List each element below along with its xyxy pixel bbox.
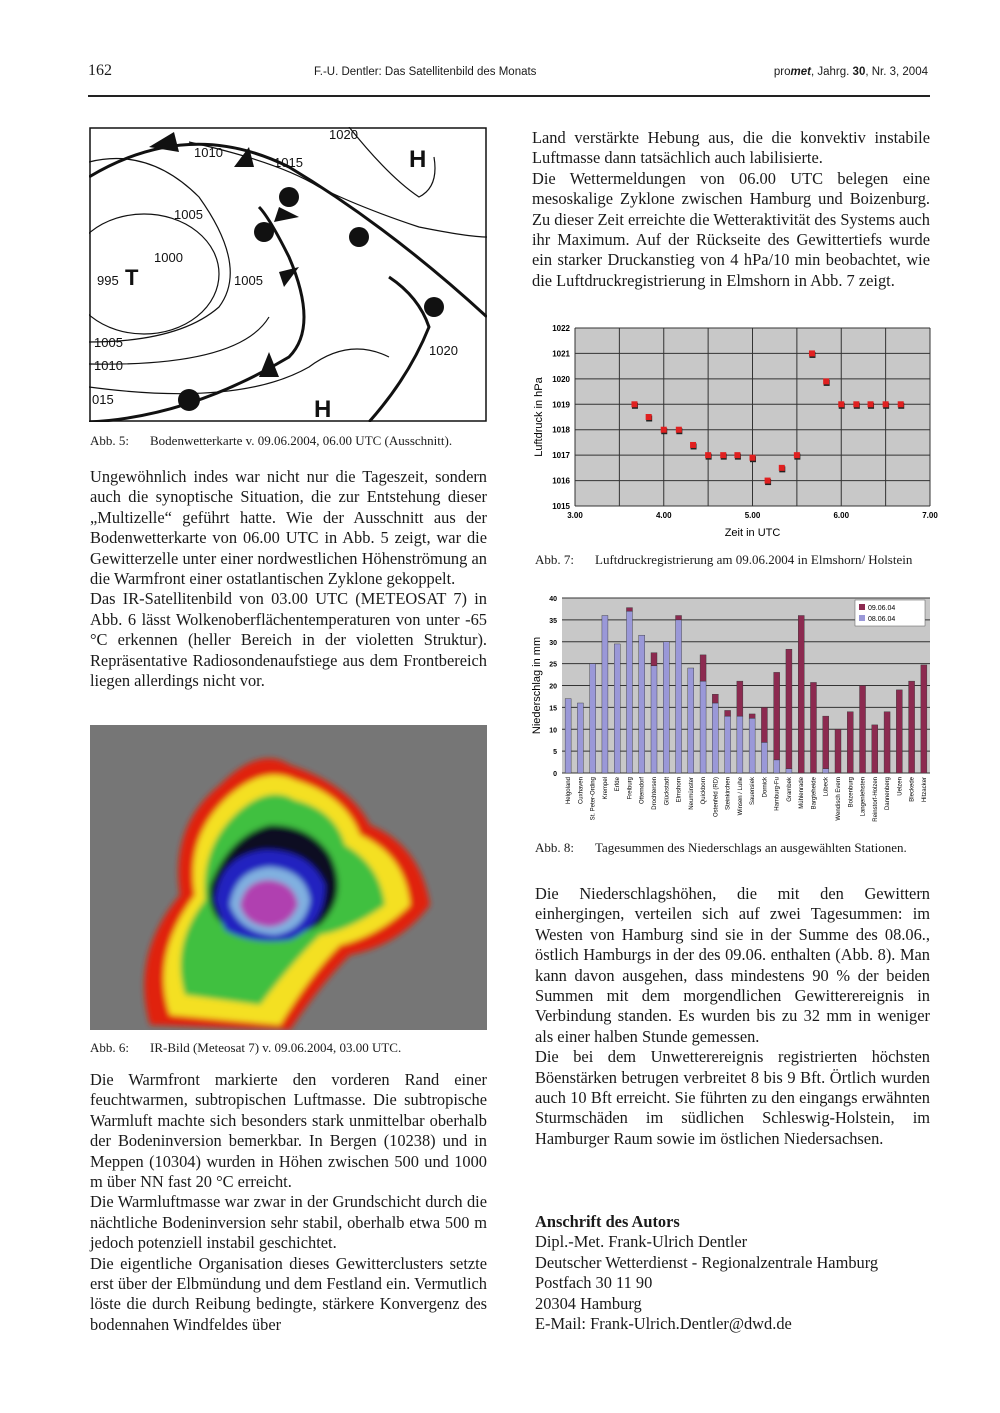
x-tick-label: Cuxhaven bbox=[578, 777, 585, 805]
x-tick-label: Reinstorf-Holzen bbox=[872, 777, 879, 822]
y-tick-label: 10 bbox=[549, 727, 557, 735]
paragraph: Die Niederschlagshöhen, die mit den Gewittern einhergingen, verteilen sich auf zwei Tagesummen: im Westen von Hamburg sind sie in der Summe des 08.06., östlich Hamburgs in der des 09.06. enthalten (Abb. 8). Man kann davon ausgehen, dass mindestens 90 % der beiden Summen mit dem morgendlichen Gewitterereignis in Verbindung standen. Es wurden bis zu 32 mm in weniger als einer halben Stunde gemessen. bbox=[535, 884, 930, 1046]
bar-segment bbox=[749, 714, 755, 718]
bar-segment bbox=[700, 681, 706, 773]
bar-segment bbox=[786, 649, 792, 768]
x-tick-label: Grambek bbox=[786, 777, 793, 802]
bar-segment bbox=[688, 668, 694, 773]
x-tick-label: 4.00 bbox=[655, 511, 672, 520]
page-number: 162 bbox=[88, 62, 112, 79]
x-tick-label: Glückstadt bbox=[664, 777, 671, 806]
legend-swatch bbox=[859, 604, 865, 610]
bar-segment bbox=[896, 690, 902, 773]
running-title: F.-U. Dentler: Das Satellitenbild des Monats bbox=[314, 66, 537, 78]
x-tick-label: Hitzacker bbox=[921, 777, 928, 803]
data-point bbox=[794, 452, 800, 458]
bar-segment bbox=[651, 653, 657, 666]
figure-7-caption bbox=[535, 552, 930, 568]
y-tick-label: 0 bbox=[553, 771, 557, 778]
data-point bbox=[853, 401, 859, 407]
bar-segment bbox=[602, 616, 608, 774]
pressure-chart bbox=[520, 318, 940, 548]
bar-segment bbox=[860, 686, 866, 774]
x-tick-label: 5.00 bbox=[744, 511, 761, 520]
paragraph: Die Wettermeldungen von 06.00 UTC belegen eine mesoskalige Zyklone zwischen Hamburg und Boizenburg. Zu dieser Zeit erreichte die Wetteraktivität des Systems auch ihr Maximum. Auf der Rückseite des Gewittertiefs wurde ein starker Druckanstieg von 4 hPa/10 min beobachtet, wie die Luftdruckregistrierung in Elmshorn in Abb. 7 zeigt. bbox=[532, 168, 930, 290]
isobar-label: 1020 bbox=[429, 343, 458, 358]
data-point bbox=[823, 378, 829, 384]
data-point bbox=[809, 350, 815, 356]
bar-segment bbox=[737, 716, 743, 773]
journal-volume: 30 bbox=[852, 66, 866, 78]
legend-label: 08.06.04 bbox=[868, 616, 896, 623]
bar-segment bbox=[700, 655, 706, 681]
author-name: Dipl.-Met. Frank-Ulrich Dentler bbox=[535, 1232, 748, 1252]
x-tick-label: Winsen / Luhe bbox=[737, 777, 744, 816]
bar-segment bbox=[663, 642, 669, 773]
x-tick-label: Helgoland bbox=[566, 777, 573, 805]
x-tick-label: Dannenberg bbox=[885, 777, 892, 811]
bar-segment bbox=[823, 769, 829, 773]
paragraph: Ungewöhnlich indes war nicht nur die Tageszeit, sondern auch die synoptische Situation, die zur Entstehung dieser „Multizelle“ geführt hatte. Wie der Ausschnitt aus der Bodenwetterkarte von 06.00 UTC in Abb. 5 zeigt, war die Gewitterzelle unter einer nordwestlichen Höhenströmung an die Warmfront einer ostatlantischen Zyklone gekoppelt. bbox=[90, 467, 487, 589]
bar-segment bbox=[909, 681, 915, 773]
bar-segment bbox=[565, 699, 571, 773]
caption-text: IR-Bild (Meteosat 7) v. 09.06.2004, 03.00 UTC. bbox=[150, 1040, 402, 1055]
data-point bbox=[690, 442, 696, 448]
x-tick-label: Quickborn bbox=[701, 777, 708, 805]
data-point bbox=[734, 452, 740, 458]
data-point bbox=[838, 401, 844, 407]
caption-number: Abb. 7: bbox=[535, 552, 574, 567]
bar-segment bbox=[577, 703, 583, 773]
x-tick-label: Otterndorf bbox=[639, 777, 646, 805]
bar-segment bbox=[676, 616, 682, 620]
x-tick-label: Bargteheide bbox=[811, 777, 818, 810]
author-heading: Anschrift des Autors bbox=[535, 1212, 680, 1231]
figure-6-caption bbox=[90, 1040, 490, 1056]
y-tick-label: 1018 bbox=[552, 425, 570, 435]
paragraph: Land verstärkte Hebung aus, die die konvektiv instabile Luftmasse dann tatsächlich auch labilisierte. bbox=[532, 128, 930, 168]
figure-5-caption bbox=[90, 433, 490, 449]
y-axis-label: Luftdruck in hPa bbox=[533, 377, 545, 457]
bar-segment bbox=[749, 718, 755, 773]
legend-label: 09.06.04 bbox=[868, 605, 896, 612]
bar-segment bbox=[761, 742, 767, 773]
x-tick-label: Uelzen bbox=[897, 777, 904, 796]
y-tick-label: 5 bbox=[553, 749, 557, 757]
bar-segment bbox=[626, 611, 632, 773]
isobar-label: 1005 bbox=[174, 207, 203, 222]
journal-text: , Jahrg. bbox=[810, 66, 853, 78]
x-tick-label: Sauensiek bbox=[750, 777, 757, 806]
bar-segment bbox=[872, 725, 878, 773]
journal-info bbox=[774, 66, 928, 78]
y-tick-label: 40 bbox=[549, 596, 557, 603]
x-tick-label: Lübeck bbox=[823, 777, 830, 797]
x-tick-label: Ostenfeld (RD) bbox=[713, 777, 720, 818]
left-column-text-bottom bbox=[90, 1070, 487, 1335]
isobar-label: 1005 bbox=[234, 273, 263, 288]
journal-name-pre: pro bbox=[773, 66, 791, 78]
bar-segment bbox=[798, 616, 804, 774]
caption-number: Abb. 5: bbox=[90, 433, 129, 448]
data-point bbox=[750, 455, 756, 461]
y-tick-label: 30 bbox=[549, 639, 557, 647]
satellite-ir-image bbox=[90, 725, 487, 1030]
data-point bbox=[898, 401, 904, 407]
bar-segment bbox=[614, 644, 620, 773]
x-tick-label: 7.00 bbox=[922, 511, 938, 520]
data-point bbox=[779, 465, 785, 471]
y-tick-label: 1016 bbox=[552, 476, 570, 486]
bar-segment bbox=[712, 703, 718, 773]
isobar-label: 015 bbox=[92, 392, 114, 407]
bar-segment bbox=[676, 620, 682, 773]
author-email[interactable]: E-Mail: Frank-Ulrich.Dentler@dwd.de bbox=[535, 1314, 792, 1334]
x-tick-label: Dornick bbox=[762, 777, 769, 798]
paragraph: Die eigentliche Organisation dieses Gewitterclusters setzte erst über der Elbmündung und dem Festland ein. Vermutlich löste die durch Reibung bedingte, stärkere Konvergenz des bodennahen Windfeldes über bbox=[90, 1253, 487, 1334]
x-tick-label: Freiburg bbox=[627, 777, 634, 800]
data-point bbox=[883, 401, 889, 407]
bar-segment bbox=[847, 712, 853, 773]
caption-text: Bodenwetterkarte v. 09.06.2004, 06.00 UTC (Ausschnitt). bbox=[150, 433, 453, 448]
data-point bbox=[661, 427, 667, 433]
bar-segment bbox=[737, 681, 743, 716]
data-point bbox=[676, 427, 682, 433]
author-postbox: Postfach 30 11 90 bbox=[535, 1273, 653, 1293]
y-tick-label: 25 bbox=[549, 661, 557, 669]
y-tick-label: 15 bbox=[549, 705, 557, 713]
y-tick-label: 35 bbox=[549, 617, 557, 625]
x-tick-label: Hamburg-Fu bbox=[774, 777, 781, 811]
isobar-label: 1010 bbox=[194, 145, 223, 160]
y-tick-label: 1019 bbox=[552, 400, 570, 410]
author-institution: Deutscher Wetterdienst - Regionalzentrale Hamburg bbox=[535, 1252, 879, 1272]
data-point bbox=[631, 401, 637, 407]
x-tick-label: 6.00 bbox=[833, 511, 850, 520]
precipitation-chart bbox=[520, 588, 940, 833]
journal-name-em: met bbox=[790, 66, 811, 78]
y-tick-label: 1017 bbox=[552, 451, 570, 461]
bar-segment bbox=[774, 760, 780, 773]
paragraph: Das IR-Satellitenbild von 03.00 UTC (METEOSAT 7) in Abb. 6 lässt Wolkenoberflächentemperaturen von unter -65 °C erkennen (heller Bereich in der violetten Struktur). Repräsentative Radiosondenaufstiege aus dem Frontbereich liegen allerdings nicht vor. bbox=[90, 589, 487, 691]
data-point bbox=[705, 452, 711, 458]
y-tick-label: 20 bbox=[549, 683, 557, 691]
isobar-label: 1000 bbox=[154, 250, 183, 265]
isobar-label: 1010 bbox=[94, 358, 123, 373]
bar-segment bbox=[725, 710, 731, 716]
high-pressure-symbol: H bbox=[314, 396, 332, 422]
y-tick-label: 1022 bbox=[552, 324, 570, 333]
x-tick-label: St. Peter-Ording bbox=[590, 777, 597, 821]
bar-segment bbox=[774, 672, 780, 760]
bar-segment bbox=[725, 716, 731, 773]
x-tick-label: Bleckede bbox=[909, 777, 916, 802]
bar-segment bbox=[651, 666, 657, 773]
bar-segment bbox=[761, 707, 767, 742]
bar-segment bbox=[712, 694, 718, 703]
data-point bbox=[765, 478, 771, 484]
isobar-label: 1020 bbox=[329, 127, 358, 142]
x-tick-label: Erfde bbox=[615, 777, 622, 792]
paragraph: Die Warmluftmasse war zwar in der Grundschicht durch die nächtliche Bodeninversion sehr stabil, oberhalb etwa 500 m jedoch potenziell instabil geschichtet. bbox=[90, 1192, 487, 1253]
y-tick-label: 1021 bbox=[552, 349, 570, 359]
bar-segment bbox=[590, 664, 596, 773]
x-tick-label: Boizenburg bbox=[848, 777, 855, 808]
caption-text: Tagesummen des Niederschlags an ausgewählten Stationen. bbox=[595, 840, 907, 855]
x-tick-label: Steinkirchen bbox=[725, 777, 732, 811]
right-column-text-top bbox=[532, 128, 930, 291]
bar-segment bbox=[921, 665, 927, 773]
x-axis-label: Zeit in UTC bbox=[724, 527, 781, 539]
journal-issue: , Nr. 3, 2004 bbox=[865, 66, 928, 78]
caption-number: Abb. 8: bbox=[535, 840, 574, 855]
left-column-text-top bbox=[90, 467, 487, 691]
isobar-label: 1015 bbox=[274, 155, 303, 170]
high-pressure-symbol: H bbox=[409, 146, 427, 173]
x-tick-label: Langenlehsten bbox=[860, 777, 867, 817]
figure-8-caption bbox=[535, 840, 930, 856]
caption-text: Luftdruckregistrierung am 09.06.2004 in Elmshorn/ Holstein bbox=[595, 552, 913, 567]
data-point bbox=[868, 401, 874, 407]
bar-segment bbox=[810, 682, 816, 773]
caption-number: Abb. 6: bbox=[90, 1040, 129, 1055]
x-tick-label: Wendisch Evern bbox=[836, 777, 842, 821]
bar-segment bbox=[786, 769, 792, 773]
author-address bbox=[535, 1212, 878, 1334]
bar-segment bbox=[626, 608, 632, 612]
isobar-label: 995 bbox=[97, 273, 119, 288]
header-rule bbox=[88, 95, 930, 97]
x-tick-label: Neumünster bbox=[688, 777, 695, 810]
author-city: 20304 Hamburg bbox=[535, 1293, 642, 1313]
x-tick-label: Drochtersen bbox=[652, 777, 658, 810]
low-pressure-symbol: T bbox=[125, 265, 139, 290]
x-tick-label: Elmshorn bbox=[676, 777, 683, 803]
isobar-label: 1005 bbox=[94, 335, 123, 350]
data-point bbox=[646, 414, 652, 420]
paragraph: Die bei dem Unwetterereignis registrierten höchsten Böenstärken betrugen verbreitet 8 bis 9 Bft. Örtlich wurden auch 10 Bft erreicht. Sie führten zu den eingangs erwähnten Sturmschäden im südlichen Schleswig-Holstein, im Hamburger Raum sowie im östlichen Niedersachsen. bbox=[535, 1047, 930, 1148]
data-point bbox=[720, 452, 726, 458]
x-tick-label: 3.00 bbox=[567, 511, 583, 520]
x-tick-label: Krempel bbox=[602, 777, 609, 800]
bar-segment bbox=[823, 716, 829, 769]
y-axis-label: Niederschlag in mm bbox=[531, 636, 543, 735]
right-column-text-bottom bbox=[535, 884, 930, 1149]
bar-segment bbox=[639, 635, 645, 773]
y-tick-label: 1020 bbox=[552, 374, 570, 384]
weather-map-figure bbox=[89, 127, 487, 422]
legend-swatch bbox=[859, 615, 865, 621]
bar-segment bbox=[884, 712, 890, 773]
bar-segment bbox=[835, 729, 841, 773]
x-tick-label: Mühlenrade bbox=[799, 777, 806, 809]
paragraph: Die Warmfront markierte den vorderen Rand einer feuchtwarmen, subtropischen Luftmasse. Die subtropische Warmluft machte sich besonders stark unmittelbar oberhalb der Bodeninversion bemerkbar. In Bergen (10238) und in Meppen (10304) wurden in Höhen zwischen 500 und 1000 m über NN fast 20 °C erreicht. bbox=[90, 1070, 487, 1192]
y-tick-label: 1015 bbox=[552, 502, 570, 511]
